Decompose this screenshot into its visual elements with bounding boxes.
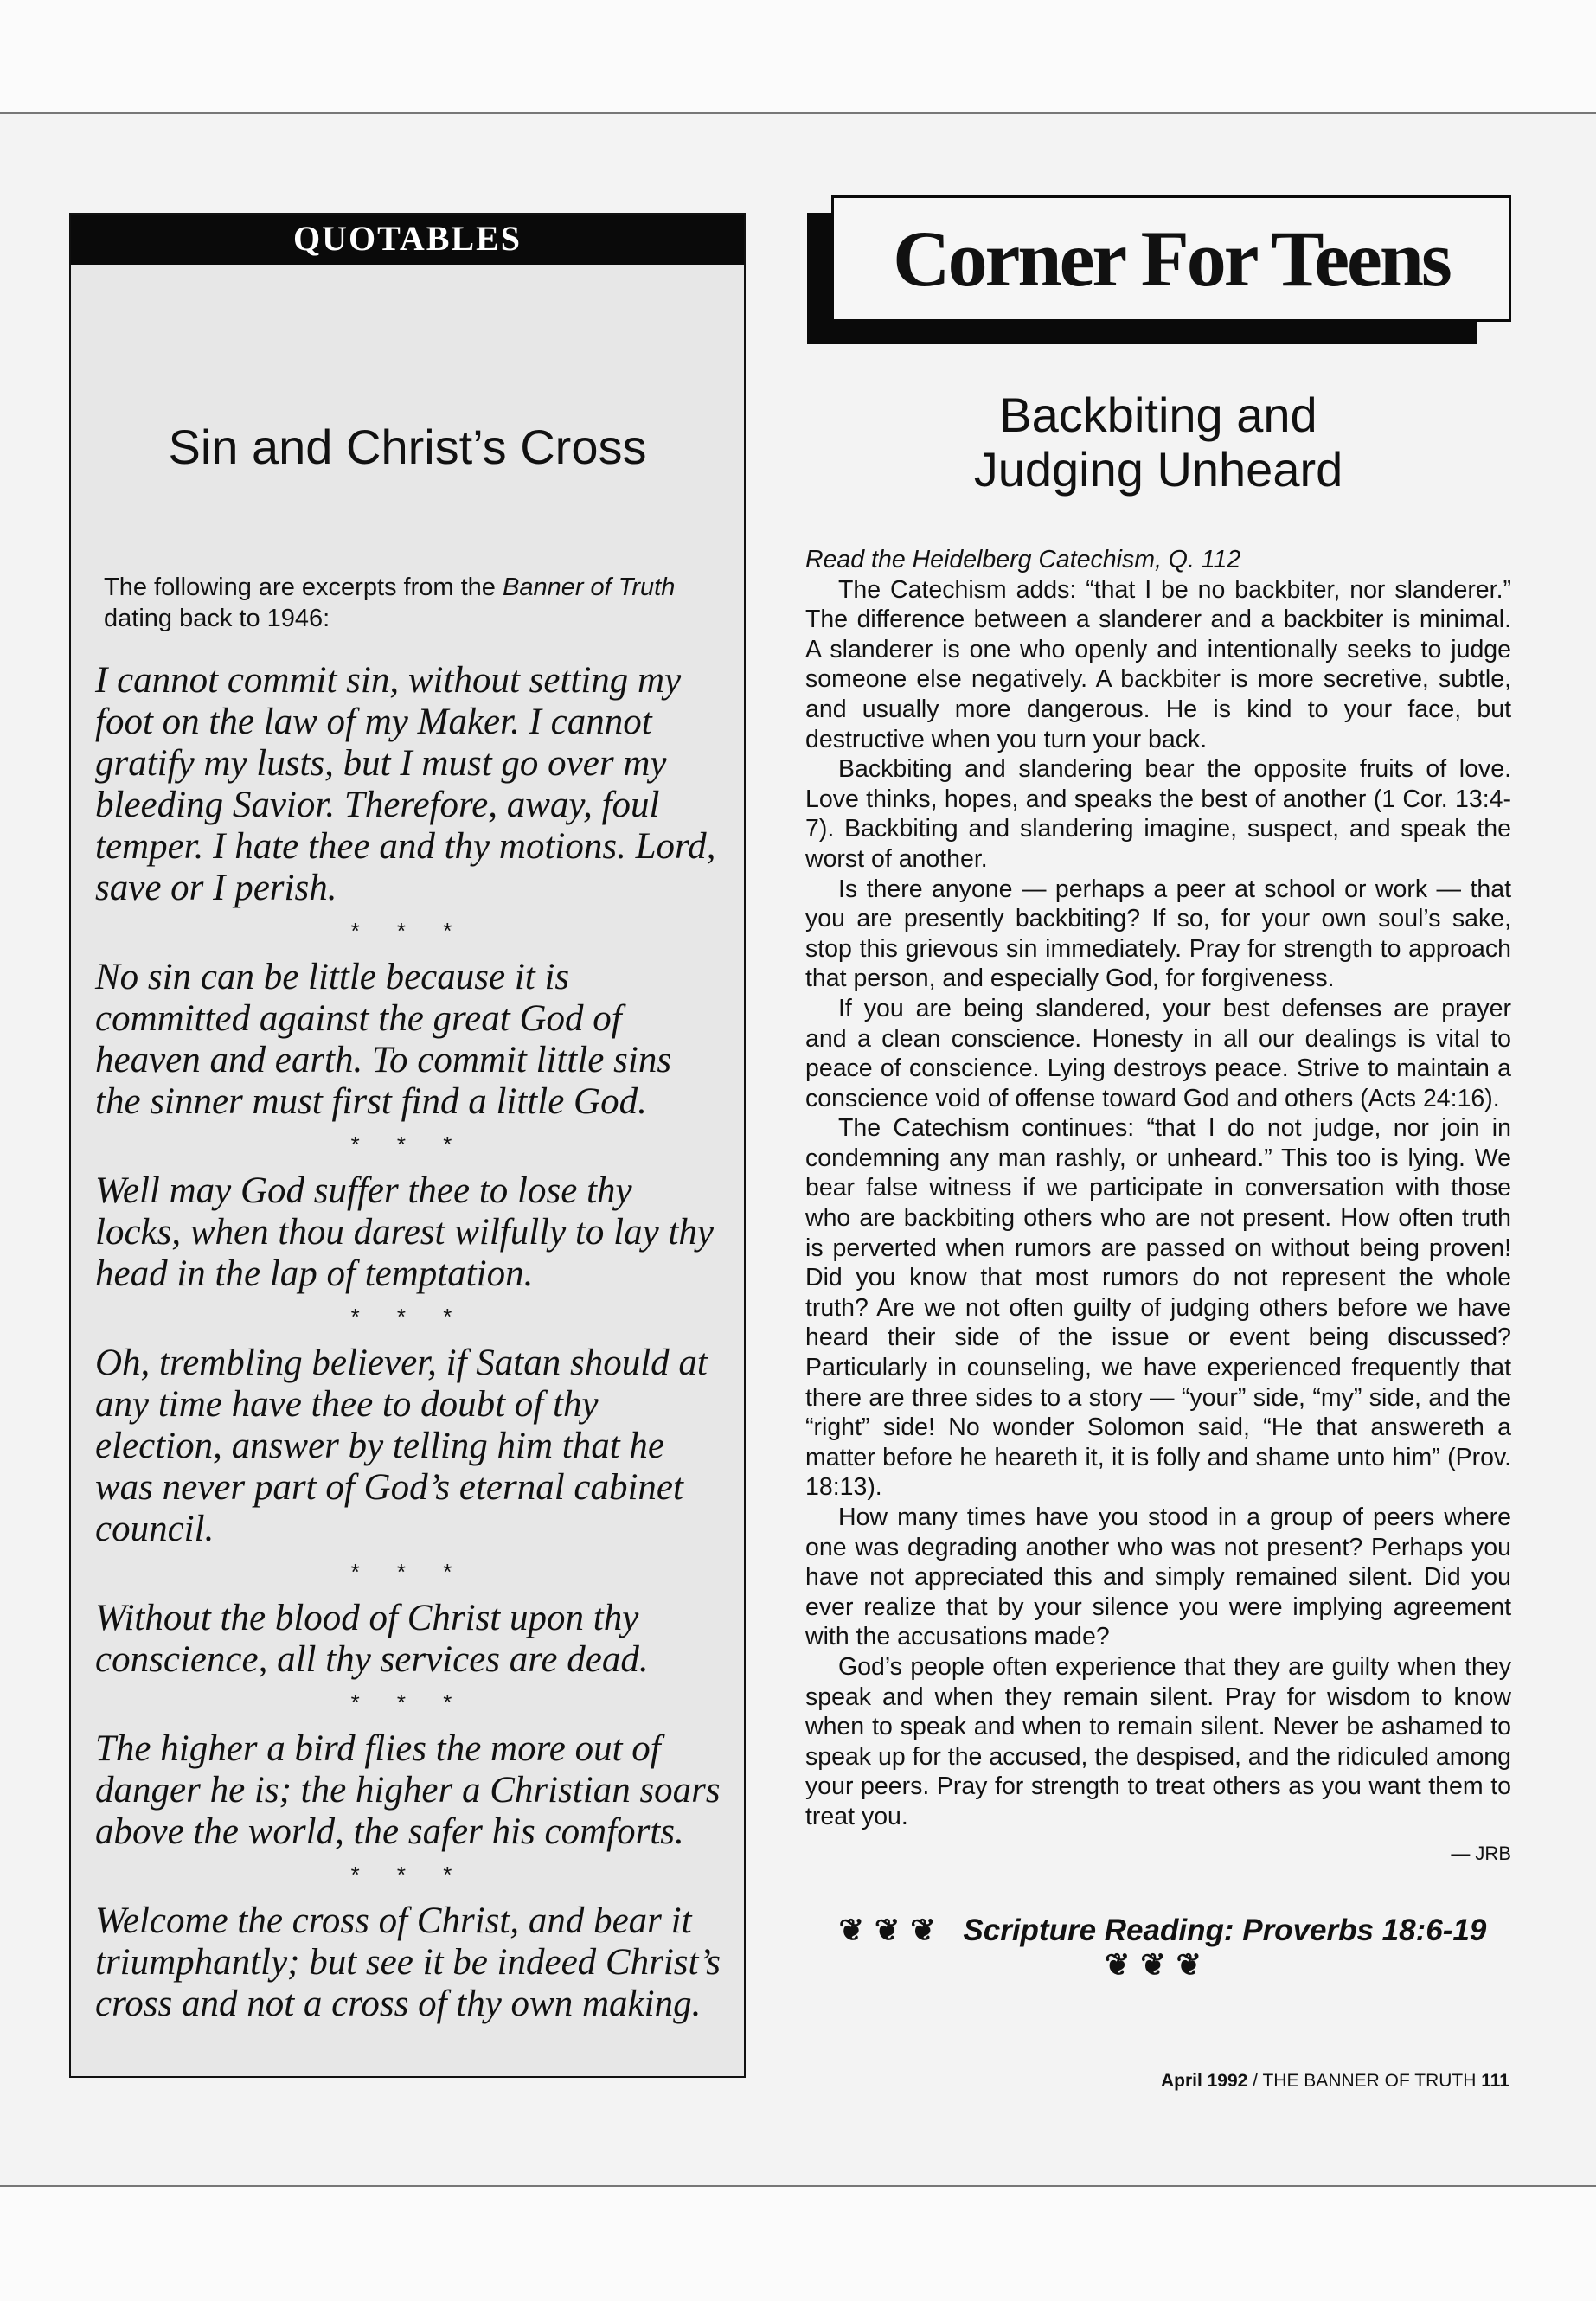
- footer-publication: / THE BANNER OF TRUTH: [1247, 2071, 1482, 2091]
- quote-separator: * * *: [350, 1131, 468, 1157]
- page-number: 111: [1481, 2071, 1509, 2091]
- banner-title: Corner For Teens: [831, 195, 1511, 322]
- quote-separator: * * *: [350, 918, 468, 944]
- article-paragraph: The Catechism continues: “that I do not judge, nor join in condemning any man rashly, or unheard.” This too is lying. We bear false witness if we participate in conversation with those who are backbiting others who are not present. How often truth is perverted when rumors are passed on without being proven! Did you know that most rumors do not represent the whole truth? Are we not often guilty of judging others before we have heard their side of the issue or event being discussed? Particularly in counseling, we have experienced frequently that there are three sides to a story — “your” side, “my” side, and the “right” side! No wonder Solomon said, “He that answereth a matter before he heareth it, it is folly and shame unto him” (Prov. 18:13).: [805, 1114, 1511, 1502]
- quote: I cannot commit sin, without setting my foot on the law of my Maker. I cannot gratify my lusts, but I must go over my bleeding Savior. Therefore, away, foul temper. I hate thee and thy motions. Lord, save or I perish.: [95, 660, 716, 908]
- article-paragraph: The Catechism adds: “that I be no backbiter, nor slanderer.” The difference between a slanderer and a backbiter is minimal. A slanderer is one who openly and intentionally seeks to judge someone else negatively. A backbiter is more secretive, subtle, and usually more dangerous. He is kind to your face, but destructive when you turn your back.: [805, 575, 1511, 753]
- quote: Well may God suffer thee to lose thy locks, when thou darest wilfully to lay thy head in the lap of temptation.: [95, 1170, 714, 1294]
- quote: Oh, trembling believer, if Satan should at any time have thee to doubt of thy election, answer by telling him that he was never part of God’s eternal cabinet council.: [95, 1343, 708, 1549]
- article-paragraph: How many times have you stood in a group of peers where one was degrading another who was not present? Perhaps you have not appreciated this and simply remained silent. Did you ever realize that by your silence you were implying agreement with the accusations made?: [805, 1503, 1511, 1651]
- quote: Welcome the cross of Christ, and bear it triumphantly; but see it be indeed Christ’s cross and not a cross of thy own making.: [95, 1900, 721, 2024]
- quote: Without the blood of Christ upon thy conscience, all thy services are dead.: [95, 1598, 649, 1680]
- intro-text: The following are excerpts from the: [104, 574, 503, 601]
- footer-date: April 1992: [1160, 2071, 1248, 2091]
- quotables-intro: [104, 572, 720, 634]
- page-footer: [952, 2071, 1509, 2092]
- title-line-2: Judging Unheard: [973, 442, 1343, 497]
- quotables-header: QUOTABLES: [71, 215, 744, 265]
- quote-separator: * * *: [350, 1559, 468, 1585]
- article-paragraph: If you are being slandered, your best defenses are prayer and a clean conscience. Honesty in all our dealings is vital to peace of conscience. Lying destroys peace. Strive to maintain a conscience void of offense toward God and others (Acts 24:16).: [805, 994, 1511, 1112]
- quote-separator: * * *: [350, 1304, 468, 1330]
- corner-for-teens-banner: [807, 195, 1511, 344]
- bottom-rule: [0, 2185, 1596, 2187]
- quote: The higher a bird flies the more out of danger he is; the higher a Christian soars above the world, the safer his comforts.: [95, 1728, 721, 1852]
- author-signature: — JRB: [1451, 1842, 1511, 1864]
- scripture-text: Scripture Reading: Proverbs 18:6-19: [963, 1913, 1487, 1947]
- quote: No sin can be little because it is committed against the great God of heaven and earth. To commit little sins the sinner must first find a little God.: [95, 957, 672, 1122]
- scripture-reading: [805, 1913, 1511, 1983]
- reading-reference: Read the Heidelberg Catechism, Q. 112: [805, 546, 1241, 574]
- article-body: [805, 545, 1511, 1868]
- article-paragraph: God’s people often experience that they are guilty when they speak and when they remain silent. Pray for wisdom to know when to speak and when to remain silent. Never be ashamed to speak up for the accused, the despised, and the ridiculed among your peers. Pray for strength to treat others as you want them to treat you.: [805, 1652, 1511, 1830]
- article-paragraph: Is there anyone — perhaps a peer at school or work — that you are presently backbiting? If so, for your own soul’s sake, stop this grievous sin immediately. Pray for strength to approach that person, and especially God, for forgiveness.: [805, 875, 1511, 993]
- intro-text-end: dating back to 1946:: [104, 605, 330, 632]
- quote-separator: * * *: [350, 1689, 468, 1715]
- intro-source: Banner of Truth: [502, 574, 676, 601]
- quotables-box: [69, 213, 746, 2078]
- quotes-list: [95, 660, 723, 2025]
- paragraphs: [805, 575, 1511, 1832]
- ornament-icon: ❦❦❦: [838, 1913, 946, 1947]
- top-rule: [0, 112, 1596, 114]
- quotables-title: Sin and Christ’s Cross: [168, 420, 647, 474]
- ornament-icon: ❦❦❦: [1105, 1948, 1212, 1982]
- quote-separator: * * *: [350, 1862, 468, 1888]
- article-paragraph: Backbiting and slandering bear the opposite fruits of love. Love thinks, hopes, and speaks the best of another (1 Cor. 13:4-7). Backbiting and slandering imagine, suspect, and speak the worst of another.: [805, 755, 1511, 873]
- title-line-1: Backbiting and: [999, 388, 1317, 442]
- article-title: [805, 388, 1511, 497]
